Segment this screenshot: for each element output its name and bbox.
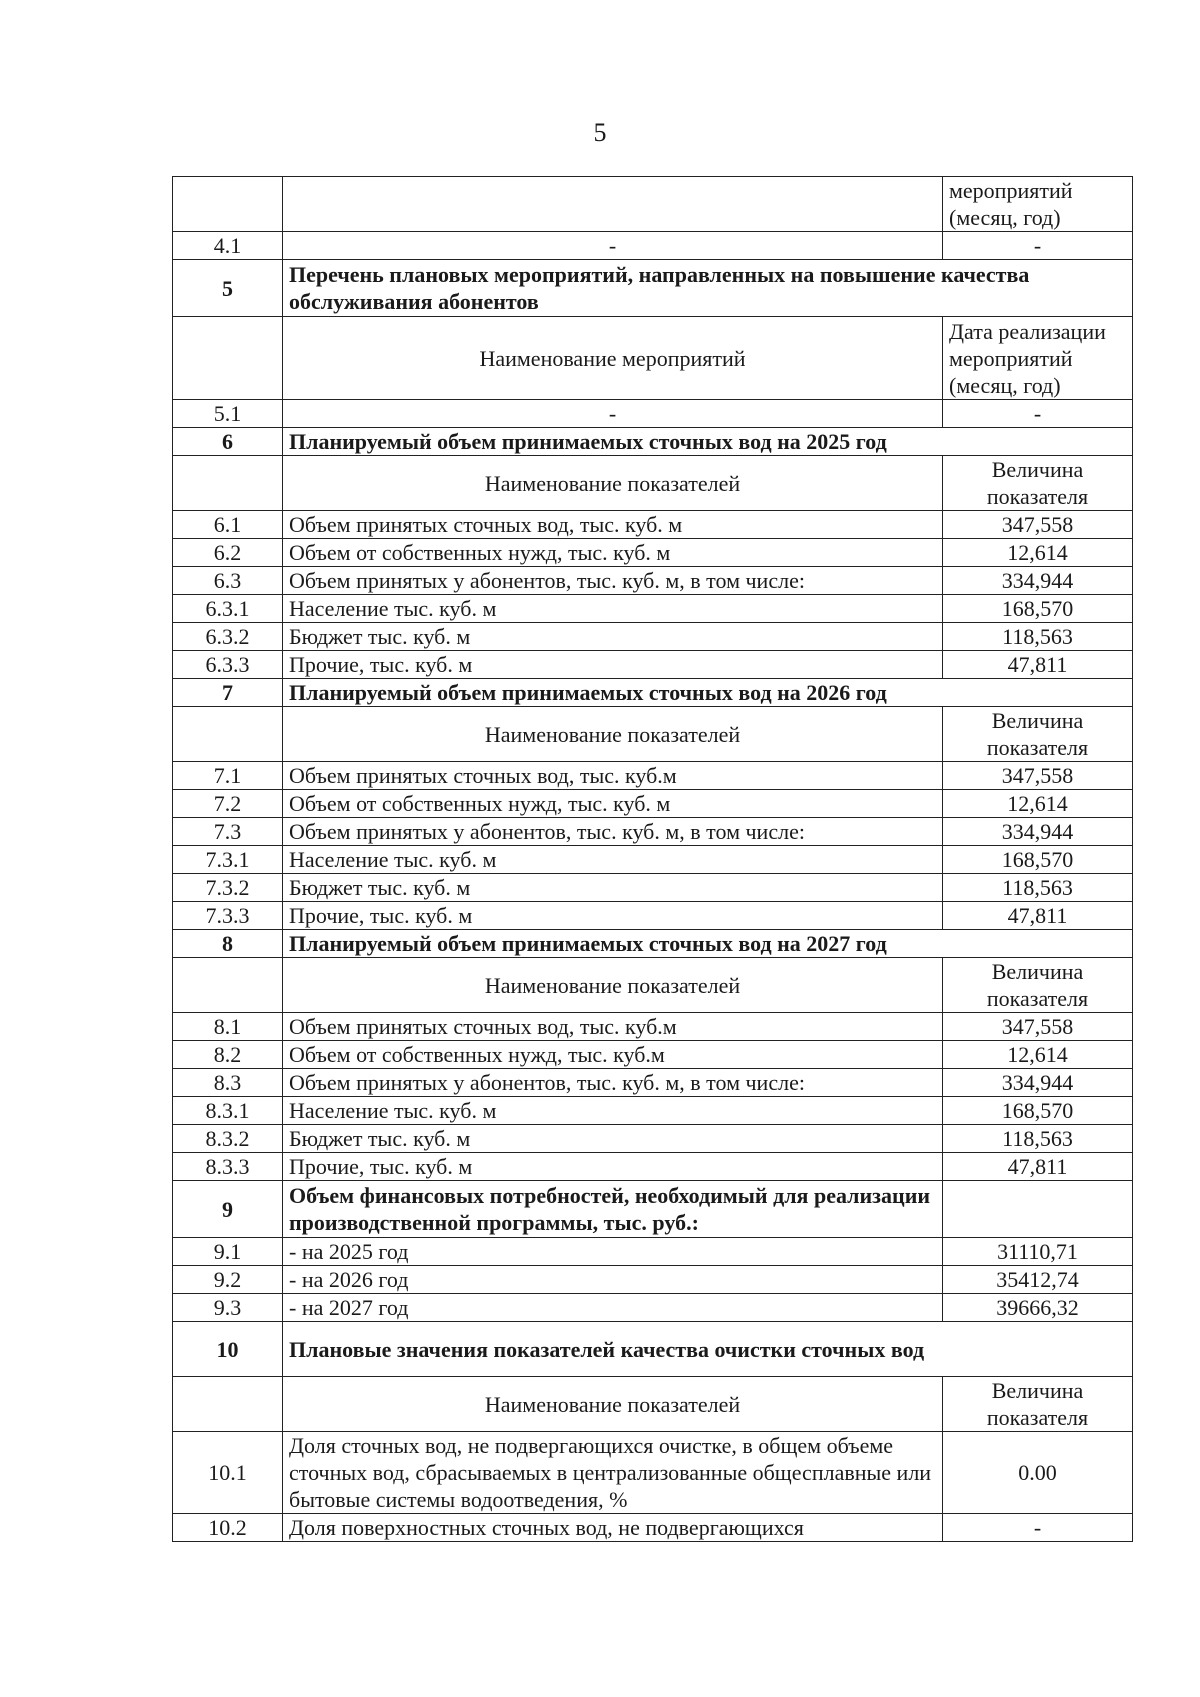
column-header-name: Наименование показателей	[283, 1377, 943, 1432]
row-name: - на 2026 год	[283, 1266, 943, 1294]
section-number: 10	[173, 1322, 283, 1377]
row-number: 7.2	[173, 790, 283, 818]
row-number: 6.3	[173, 567, 283, 595]
row-number: 7.3	[173, 818, 283, 846]
row-name: Объем от собственных нужд, тыс. куб. м	[283, 539, 943, 567]
row-value: 118,563	[943, 874, 1133, 902]
table-row	[173, 1294, 1133, 1322]
row-number: 8.3.2	[173, 1125, 283, 1153]
row-value: -	[943, 1514, 1133, 1542]
row-name: - на 2025 год	[283, 1238, 943, 1266]
row-number: 6.3.2	[173, 623, 283, 651]
row-value: 31110,71	[943, 1238, 1133, 1266]
section-number: 9	[173, 1181, 283, 1238]
row-number: 8.2	[173, 1041, 283, 1069]
column-header-date: мероприятий (месяц, год)	[943, 177, 1133, 232]
row-value: 47,811	[943, 902, 1133, 930]
table-row	[173, 902, 1133, 930]
header-row	[173, 456, 1133, 511]
row-number: 7.3.1	[173, 846, 283, 874]
section-title: Планируемый объем принимаемых сточных вод на 2027 год	[283, 930, 1133, 958]
row-value: 118,563	[943, 1125, 1133, 1153]
column-header-value: Величина показателя	[943, 1377, 1133, 1432]
row-number: 7.1	[173, 762, 283, 790]
table-row	[173, 400, 1133, 428]
table-row	[173, 1266, 1133, 1294]
table-row	[173, 595, 1133, 623]
row-name: Бюджет тыс. куб. м	[283, 1125, 943, 1153]
table-row	[173, 1013, 1133, 1041]
row-number: 9.2	[173, 1266, 283, 1294]
row-value: 35412,74	[943, 1266, 1133, 1294]
table-row	[173, 1041, 1133, 1069]
section-title: Плановые значения показателей качества очистки сточных вод	[283, 1322, 1133, 1377]
table-row	[173, 567, 1133, 595]
section-number: 7	[173, 679, 283, 707]
column-header-value: Величина показателя	[943, 456, 1133, 511]
section-title: Перечень плановых мероприятий, направленных на повышение качества обслуживания абонентов	[283, 260, 1133, 317]
row-name: Прочие, тыс. куб. м	[283, 902, 943, 930]
row-value: 334,944	[943, 818, 1133, 846]
row-value: 334,944	[943, 567, 1133, 595]
row-value: 334,944	[943, 1069, 1133, 1097]
row-number: 5.1	[173, 400, 283, 428]
header-row	[173, 958, 1133, 1013]
table-row	[173, 651, 1133, 679]
row-name: Объем принятых сточных вод, тыс. куб. м	[283, 511, 943, 539]
row-value: 39666,32	[943, 1294, 1133, 1322]
table-row	[173, 762, 1133, 790]
section-title: Объем финансовых потребностей, необходимый для реализации производственной программы, тыс. руб.:	[283, 1181, 943, 1238]
row-number: 6.1	[173, 511, 283, 539]
program-table	[172, 176, 1133, 1542]
row-name: Доля поверхностных сточных вод, не подвергающихся	[283, 1514, 943, 1542]
row-name: Объем принятых сточных вод, тыс. куб.м	[283, 762, 943, 790]
table-row	[173, 232, 1133, 260]
table-row	[173, 1069, 1133, 1097]
row-value: 12,614	[943, 1041, 1133, 1069]
header-row	[173, 317, 1133, 400]
row-number: 7.3.3	[173, 902, 283, 930]
section-row	[173, 428, 1133, 456]
column-header-value: Величина показателя	[943, 707, 1133, 762]
row-value: 47,811	[943, 651, 1133, 679]
row-name: Объем принятых у абонентов, тыс. куб. м, в том числе:	[283, 818, 943, 846]
column-header-name: Наименование мероприятий	[283, 317, 943, 400]
table-row	[173, 874, 1133, 902]
row-name: -	[283, 232, 943, 260]
row-name: Население тыс. куб. м	[283, 846, 943, 874]
section-title: Планируемый объем принимаемых сточных вод на 2025 год	[283, 428, 1133, 456]
column-header-value: Величина показателя	[943, 958, 1133, 1013]
row-number: 8.1	[173, 1013, 283, 1041]
table-row	[173, 177, 1133, 232]
row-number: 6.2	[173, 539, 283, 567]
section-row	[173, 1322, 1133, 1377]
table-row	[173, 1238, 1133, 1266]
row-name: Бюджет тыс. куб. м	[283, 623, 943, 651]
row-name: Объем от собственных нужд, тыс. куб. м	[283, 790, 943, 818]
section-row	[173, 1181, 1133, 1238]
row-name: Население тыс. куб. м	[283, 595, 943, 623]
row-value: 12,614	[943, 539, 1133, 567]
table-row	[173, 818, 1133, 846]
row-number: 7.3.2	[173, 874, 283, 902]
row-name: Бюджет тыс. куб. м	[283, 874, 943, 902]
row-value: 0.00	[943, 1432, 1133, 1514]
row-number: 6.3.1	[173, 595, 283, 623]
row-number: 9.1	[173, 1238, 283, 1266]
table-row	[173, 1153, 1133, 1181]
row-name: Объем принятых у абонентов, тыс. куб. м, в том числе:	[283, 1069, 943, 1097]
row-value: -	[943, 232, 1133, 260]
table-row	[173, 539, 1133, 567]
page-number: 5	[593, 118, 607, 147]
table-row	[173, 1125, 1133, 1153]
row-value: 347,558	[943, 762, 1133, 790]
row-value: 118,563	[943, 623, 1133, 651]
section-title: Планируемый объем принимаемых сточных вод на 2026 год	[283, 679, 1133, 707]
row-value: 347,558	[943, 511, 1133, 539]
row-name: Объем принятых сточных вод, тыс. куб.м	[283, 1013, 943, 1041]
row-value: 168,570	[943, 595, 1133, 623]
row-value: 12,614	[943, 790, 1133, 818]
table-row	[173, 1432, 1133, 1514]
row-number: 9.3	[173, 1294, 283, 1322]
row-value: -	[943, 400, 1133, 428]
section-number: 5	[173, 260, 283, 317]
row-number: 6.3.3	[173, 651, 283, 679]
section-number: 8	[173, 930, 283, 958]
row-value: 168,570	[943, 846, 1133, 874]
table-row	[173, 846, 1133, 874]
section-row	[173, 679, 1133, 707]
row-name: Прочие, тыс. куб. м	[283, 1153, 943, 1181]
column-header-name: Наименование показателей	[283, 456, 943, 511]
row-name: Объем принятых у абонентов, тыс. куб. м, в том числе:	[283, 567, 943, 595]
row-number: 8.3	[173, 1069, 283, 1097]
table-row	[173, 1514, 1133, 1542]
column-header-name: Наименование показателей	[283, 958, 943, 1013]
row-number: 8.3.3	[173, 1153, 283, 1181]
header-row	[173, 707, 1133, 762]
header-row	[173, 1377, 1133, 1432]
column-header-name: Наименование показателей	[283, 707, 943, 762]
row-number: 8.3.1	[173, 1097, 283, 1125]
section-row	[173, 930, 1133, 958]
row-number: 4.1	[173, 232, 283, 260]
row-number: 10.1	[173, 1432, 283, 1514]
row-name: Население тыс. куб. м	[283, 1097, 943, 1125]
table-row	[173, 790, 1133, 818]
row-value: 47,811	[943, 1153, 1133, 1181]
table-row	[173, 511, 1133, 539]
table-row	[173, 623, 1133, 651]
row-number: 10.2	[173, 1514, 283, 1542]
column-header-value: Дата реализации мероприятий (месяц, год)	[943, 317, 1133, 400]
row-name: Прочие, тыс. куб. м	[283, 651, 943, 679]
row-name: -	[283, 400, 943, 428]
row-name: Объем от собственных нужд, тыс. куб.м	[283, 1041, 943, 1069]
row-value: 347,558	[943, 1013, 1133, 1041]
row-value: 168,570	[943, 1097, 1133, 1125]
section-row	[173, 260, 1133, 317]
row-name: Доля сточных вод, не подвергающихся очистке, в общем объеме сточных вод, сбрасываемых в централизованные общесплавные или бытовые системы водоотведения, %	[283, 1432, 943, 1514]
table-row	[173, 1097, 1133, 1125]
section-number: 6	[173, 428, 283, 456]
row-name: - на 2027 год	[283, 1294, 943, 1322]
